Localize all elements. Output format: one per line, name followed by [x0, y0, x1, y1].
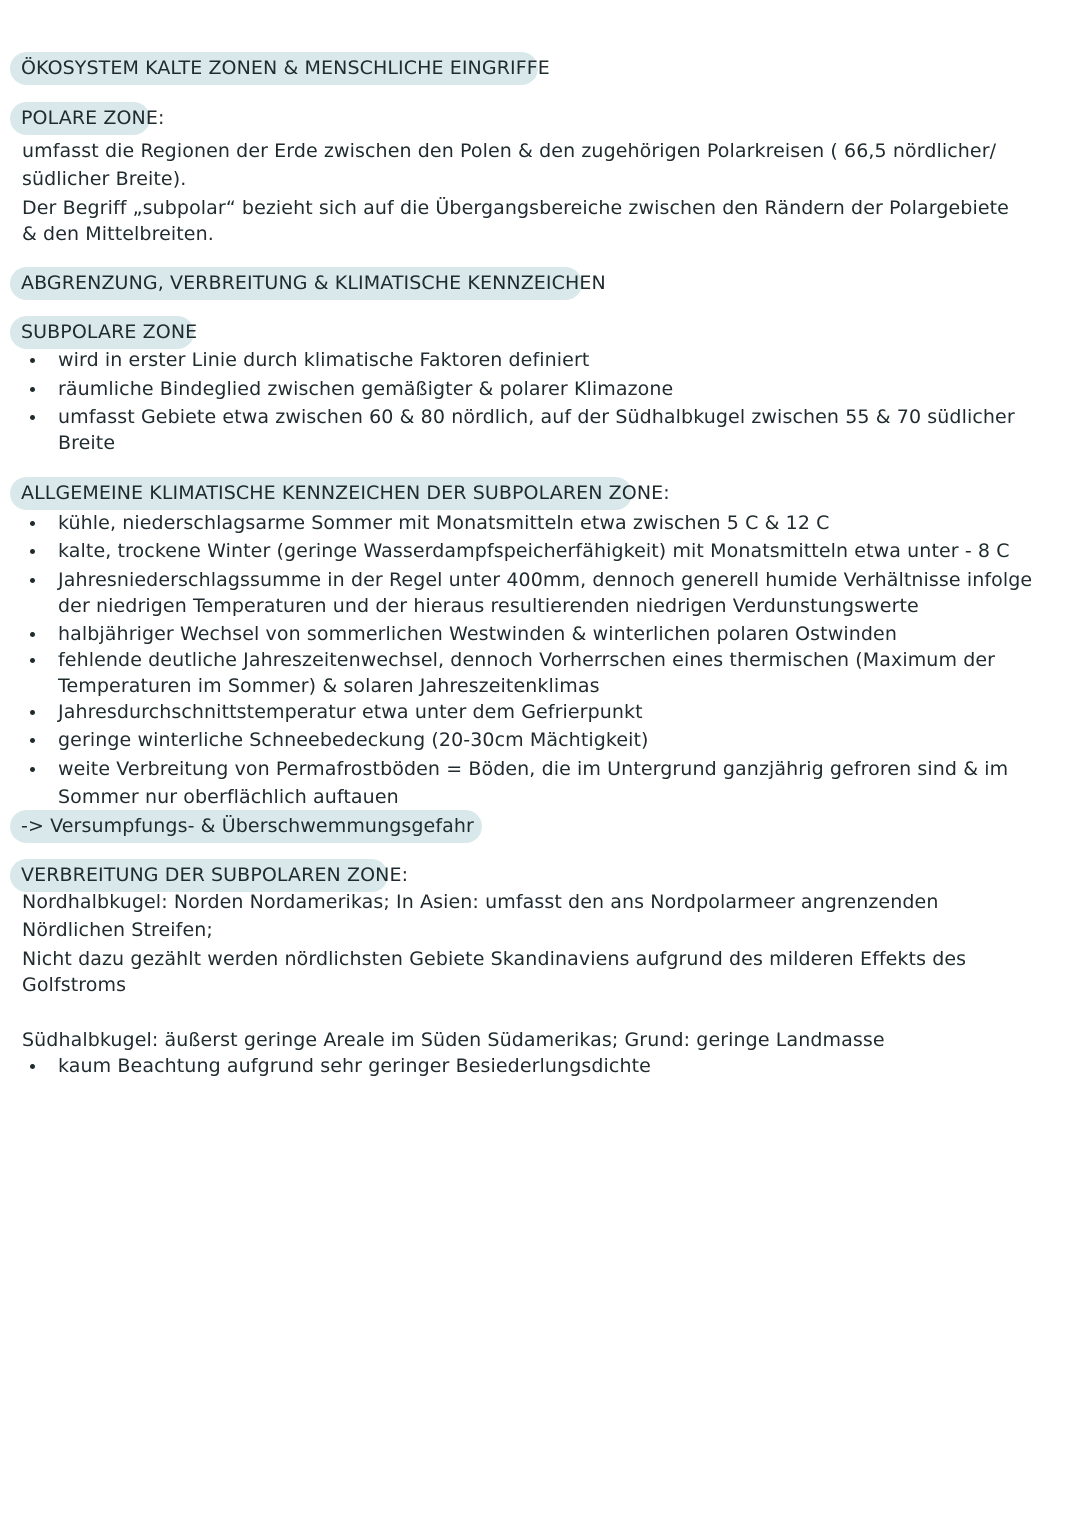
- heading-allgemeine-kennzeichen: ALLGEMEINE KLIMATISCHE KENNZEICHEN DER SUBPOLAREN ZONE:: [10, 477, 632, 510]
- subpolar-bullet-3-line-1: umfasst Gebiete etwa zwischen 60 & 80 nördlich, auf der Südhalbkugel zwischen 55 & 70 südlicher: [58, 406, 1015, 428]
- polar-line-2: südlicher Breite).: [22, 168, 187, 190]
- bullet-dot: [30, 549, 35, 554]
- heading-polare-zone: POLARE ZONE:: [10, 102, 150, 135]
- heading-abgrenzung: ABGRENZUNG, VERBREITUNG & KLIMATISCHE KENNZEICHEN: [10, 267, 582, 300]
- suedhalbkugel-bullet-1: kaum Beachtung aufgrund sehr geringer Besiederlungsdichte: [58, 1055, 651, 1077]
- subpolar-bullet-3-line-2: Breite: [58, 432, 116, 454]
- allgemein-bullet-8-line-1: weite Verbreitung von Permafrostböden = Böden, die im Untergrund ganzjährig gefroren sind & im: [58, 758, 1009, 780]
- bullet-dot: [30, 710, 35, 715]
- subpolar-bullet-2: räumliche Bindeglied zwischen gemäßigter & polarer Klimazone: [58, 378, 674, 400]
- allgemein-bullet-6: Jahresdurchschnittstemperatur etwa unter dem Gefrierpunkt: [58, 701, 643, 723]
- polar-line-3: Der Begriff „subpolar“ bezieht sich auf die Übergangsbereiche zwischen den Rändern der Polargebiete: [22, 197, 1009, 219]
- subpolar-bullet-1: wird in erster Linie durch klimatische Faktoren definiert: [58, 349, 590, 371]
- bullet-dot: [30, 1064, 35, 1069]
- verbreitung-line-2: Nördlichen Streifen;: [22, 919, 213, 941]
- bullet-dot: [30, 738, 35, 743]
- allgemein-bullet-5-line-2: Temperaturen im Sommer) & solaren Jahreszeitenklimas: [58, 675, 600, 697]
- bullet-dot: [30, 578, 35, 583]
- verbreitung-line-3: Nicht dazu gezählt werden nördlichsten Gebiete Skandinaviens aufgrund des milderen Effekts des: [22, 948, 967, 970]
- bullet-dot: [30, 658, 35, 663]
- allgemein-bullet-2: kalte, trockene Winter (geringe Wasserdampfspeicherfähigkeit) mit Monatsmitteln etwa unter - 8 C: [58, 540, 1010, 562]
- note-versumpfung: -> Versumpfungs- & Überschwemmungsgefahr: [10, 810, 482, 843]
- allgemein-bullet-7: geringe winterliche Schneebedeckung (20-30cm Mächtigkeit): [58, 729, 649, 751]
- verbreitung-line-4: Golfstroms: [22, 974, 127, 996]
- allgemein-bullet-3-line-2: der niedrigen Temperaturen und der hieraus resultierenden niedrigen Verdunstungswerte: [58, 595, 919, 617]
- heading-subpolare-zone: SUBPOLARE ZONE: [10, 316, 194, 349]
- allgemein-bullet-8-line-2: Sommer nur oberflächlich auftauen: [58, 786, 399, 808]
- polar-line-4: & den Mittelbreiten.: [22, 223, 214, 245]
- bullet-dot: [30, 632, 35, 637]
- bullet-dot: [30, 387, 35, 392]
- allgemein-bullet-1: kühle, niederschlagsarme Sommer mit Monatsmitteln etwa zwischen 5 C & 12 C: [58, 512, 830, 534]
- bullet-dot: [30, 415, 35, 420]
- page-title: ÖKOSYSTEM KALTE ZONEN & MENSCHLICHE EINGRIFFE: [10, 52, 538, 85]
- verbreitung-line-1: Nordhalbkugel: Norden Nordamerikas; In Asien: umfasst den ans Nordpolarmeer angrenzenden: [22, 891, 939, 913]
- suedhalbkugel-line: Südhalbkugel: äußerst geringe Areale im Süden Südamerikas; Grund: geringe Landmasse: [22, 1029, 885, 1051]
- allgemein-bullet-5-line-1: fehlende deutliche Jahreszeitenwechsel, dennoch Vorherrschen eines thermischen (Maximum der: [58, 649, 996, 671]
- allgemein-bullet-4: halbjähriger Wechsel von sommerlichen Westwinden & winterlichen polaren Ostwinden: [58, 623, 897, 645]
- polar-line-1: umfasst die Regionen der Erde zwischen den Polen & den zugehörigen Polarkreisen ( 66,5 nördlicher/: [22, 140, 997, 162]
- bullet-dot: [30, 521, 35, 526]
- bullet-dot: [30, 767, 35, 772]
- allgemein-bullet-3-line-1: Jahresniederschlagssumme in der Regel unter 400mm, dennoch generell humide Verhältnisse infolge: [58, 569, 1033, 591]
- bullet-dot: [30, 358, 35, 363]
- heading-verbreitung: VERBREITUNG DER SUBPOLAREN ZONE:: [10, 859, 388, 892]
